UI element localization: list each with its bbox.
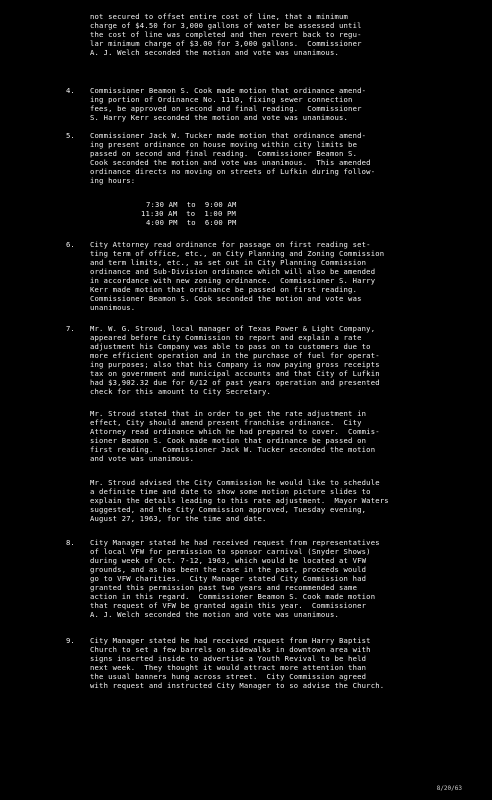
text-line: Church to set a few barrels on sidewalks in downtown area with [90,645,371,654]
text-line: ing hours: [90,176,136,185]
text-line: Attorney read ordinance which he had prepared to cover. Commis- [90,427,380,436]
hours-line: 11:30 AM to 1:00 PM [141,209,237,218]
text-line: more efficient operation and in the purchase of fuel for operat- [90,351,380,360]
text-line: passed on second and final reading. Commissioner Beamon S. [90,149,358,158]
text-line: Kerr made motion that ordinance be passed on first reading. [90,285,358,294]
text-line: sioner Beamon S. Cook made motion that ordinance be passed on [90,436,367,445]
text-line: first reading. Commissioner Jack W. Tucker seconded the motion [90,445,376,454]
text-line: A. J. Welch seconded the motion and vote was unanimous. [90,610,339,619]
text-line: tax on government and municipal accounts and that City of Lufkin [90,369,380,378]
text-line: next week. They thought it would attract more attention than [90,663,367,672]
item-number: 6. [66,240,75,249]
text-line: with request and instructed City Manager to so advise the Church. [90,681,385,690]
text-line: had $3,902.32 due for 6/12 of past years operation and presented [90,378,380,387]
text-line: ordinance directs no moving on streets of Lufkin during follow- [90,167,376,176]
text-line: signs inserted inside to advertise a Youth Revival to be held [90,654,367,663]
item-number: 7. [66,324,75,333]
text-line: S. Harry Kerr seconded the motion and vote was unanimous. [90,113,349,122]
text-line: go to VFW charities. City Manager stated City Commission had [90,574,367,583]
item-number: 8. [66,538,75,547]
text-line: ordinance and Sub-Division ordinance which will also be amended [90,267,376,276]
text-line: grounds, and as has been the case in the past, proceeds would [90,565,367,574]
item-number: 5. [66,131,75,140]
text-line: ing present ordinance on house moving within city limits be [90,140,358,149]
text-line: and term limits, etc., as set out in City Planning Commission [90,258,367,267]
text-line: Mr. Stroud stated that in order to get the rate adjustment in [90,409,367,418]
text-line: the cost of line was completed and then revert back to regu- [90,30,362,39]
text-line: A. J. Welch seconded the motion and vote was unanimous. [90,48,339,57]
page-footer-mark: 8/20/63 [436,785,462,792]
text-line: ting term of office, etc., on City Planning and Zoning Commission [90,249,385,258]
text-line: ing purposes; also that his Company is now paying gross receipts [90,360,380,369]
hours-line: 7:30 AM to 9:00 AM [146,200,237,209]
item-number: 9. [66,636,75,645]
text-line: Mr. Stroud advised the City Commission he would like to schedule [90,478,380,487]
text-line: the usual banners hung across street. City Commission agreed [90,672,367,681]
text-line: Commissioner Beamon S. Cook seconded the motion and vote was [90,294,362,303]
text-line: that request of VFW be granted again this year. Commissioner [90,601,367,610]
text-line: City Manager stated he had received request from representatives [90,538,380,547]
text-line: granted this permission past two years and recommended same [90,583,358,592]
text-line: fees, be approved on second and final reading. Commissioner [90,104,362,113]
text-line: check for this amount to City Secretary. [90,387,272,396]
text-line: suggested, and the City Commission approved, Tuesday evening, [90,505,367,514]
text-line: ing portion of Ordinance No. 1110, fixing sewer connection [90,95,353,104]
text-line: in accordance with new zoning ordinance. Commissioner S. Harry [90,276,376,285]
text-line: explain the details leading to this rate adjustment. Mayor Waters [90,496,389,505]
text-line: City Manager stated he had received request from Harry Baptist [90,636,371,645]
text-line: unanimous. [90,303,136,312]
text-line: Commissioner Beamon S. Cook made motion that ordinance amend- [90,86,367,95]
text-line: effect, City should amend present franchise ordinance. City [90,418,362,427]
text-line: a definite time and date to show some motion picture slides to [90,487,371,496]
text-line: Commissioner Jack W. Tucker made motion that ordinance amend- [90,131,367,140]
text-line: Mr. W. G. Stroud, local manager of Texas Power & Light Company, [90,324,376,333]
text-line: action in this regard. Commissioner Beamon S. Cook made motion [90,592,376,601]
item-number: 4. [66,86,75,95]
text-line: August 27, 1963, for the time and date. [90,514,267,523]
text-line: of local VFW for permission to sponsor carnival (Snyder Shows) [90,547,371,556]
text-line: not secured to offset entire cost of line, that a minimum [90,12,349,21]
text-line: Cook seconded the motion and vote was unanimous. This amended [90,158,371,167]
text-line: during week of Oct. 7-12, 1963, which would be located at VFW [90,556,367,565]
hours-line: 4:00 PM to 6:00 PM [146,218,237,227]
text-line: City Attorney read ordinance for passage on first reading set- [90,240,371,249]
text-line: and vote was unanimous. [90,454,195,463]
text-line: lar minimum charge of $3.00 for 3,000 gallons. Commissioner [90,39,362,48]
text-line: charge of $4.50 for 3,000 gallons of water be assessed until [90,21,362,30]
text-line: appeared before City Commission to report and explain a rate [90,333,362,342]
text-line: adjustment his Company was able to pass on to customers due to [90,342,371,351]
